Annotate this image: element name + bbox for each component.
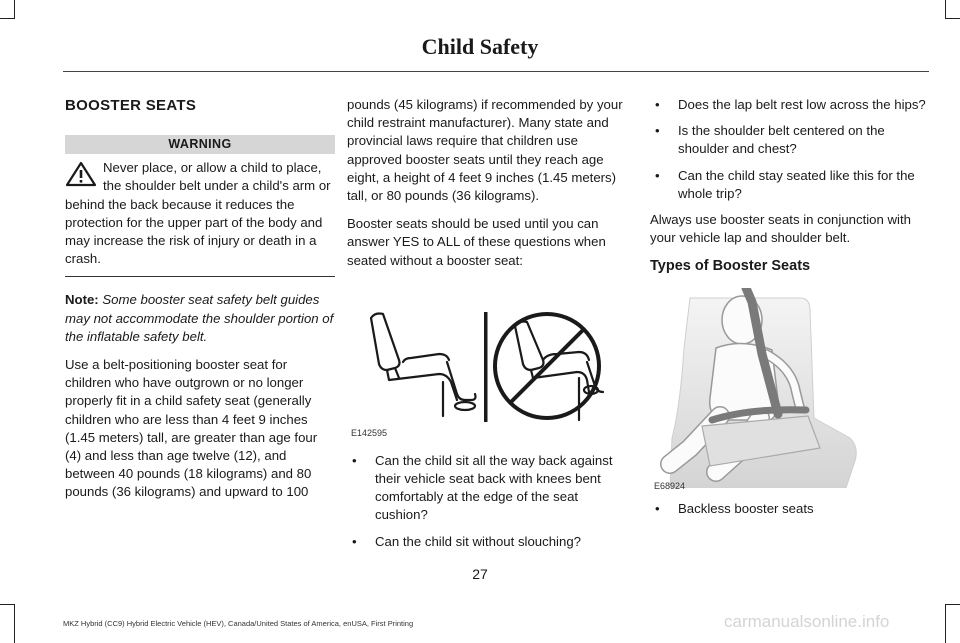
crop-mark (945, 18, 960, 19)
note (65, 291, 335, 346)
list-item: • Can the child sit without slouching? (347, 533, 632, 551)
section-heading: BOOSTER SEATS (65, 97, 197, 114)
crop-mark (0, 604, 14, 605)
crop-mark (945, 0, 946, 19)
footer-text: MKZ Hybrid (CC9) Hybrid Electric Vehicle (HEV), Canada/United States of America, enUSA, First Printing (63, 619, 414, 628)
bullet-list (650, 96, 930, 203)
bullet-list (347, 452, 632, 551)
figure-backless-booster (650, 288, 930, 498)
figure-label: E142595 (351, 427, 388, 438)
note-text: Some booster seat safety belt guides may not accommodate the shoulder portion of the inflatable safety belt. (65, 292, 334, 344)
list-item: • Does the lap belt rest low across the hips? (650, 96, 930, 114)
page-header-title: Child Safety (421, 34, 539, 59)
crop-mark (0, 18, 14, 19)
warning-label: WARNING (65, 135, 335, 154)
crop-mark (14, 0, 15, 19)
body-paragraph: pounds (45 kilograms) if recommended by your child restraint manufacturer). Many state and provincial laws require that children use approved booster seats until they reach age eight, a height of 4 feet 9 inches (1.45 meters) tall, or 80 pounds (36 kilograms). (347, 97, 623, 204)
middle-column (347, 96, 632, 559)
warning-rule (65, 276, 335, 277)
warning-box (65, 135, 335, 277)
body-paragraph: Always use booster seats in conjunction with your vehicle lap and shoulder belt. (650, 212, 911, 246)
crop-mark (14, 604, 15, 643)
list-item: • Can the child sit all the way back against their vehicle seat back with knees bent comfortably at the edge of the seat cushion? (347, 452, 632, 525)
list-item: • Can the child stay seated like this for the whole trip? (650, 167, 930, 203)
subheading: Types of Booster Seats (650, 258, 811, 275)
body-paragraph: Use a belt-positioning booster seat for children who have outgrown or no longer properly fit in a child safety seat (generally children who are less than 4 feet 9 inches (1.45 meters) tall, are greater than age four (4) and less than age twelve (12), and between 40 pounds (18 kilograms) and 80 pounds (36 kilograms) and upward to 100 (65, 357, 318, 500)
header-rule (63, 71, 929, 72)
left-column (65, 96, 335, 512)
right-column (650, 96, 930, 526)
crop-mark (945, 604, 946, 643)
bullet-list (650, 500, 930, 518)
body-paragraph: Booster seats should be used until you can answer YES to ALL of these questions when seated without a booster seat: (347, 216, 606, 268)
warning-body (65, 154, 335, 268)
crop-mark (945, 604, 960, 605)
page-number: 27 (472, 566, 488, 582)
figure-seat-posture (347, 280, 632, 438)
backless-booster-illustration (650, 288, 860, 488)
figure-label: E68924 (654, 480, 686, 491)
list-item: • Is the shoulder belt centered on the shoulder and chest? (650, 122, 930, 158)
warning-triangle-icon (65, 161, 97, 187)
warning-text: Never place, or allow a child to place, the shoulder belt under a child's arm or behind the back because it reduces the protection for the upper part of the body and may increase the risk of injury or death in a crash. (65, 160, 331, 267)
watermark: carmanualsonline.info (724, 612, 890, 631)
list-item: • Backless booster seats (650, 500, 930, 518)
note-label: Note: (65, 292, 99, 308)
seat-posture-illustration (347, 290, 632, 430)
